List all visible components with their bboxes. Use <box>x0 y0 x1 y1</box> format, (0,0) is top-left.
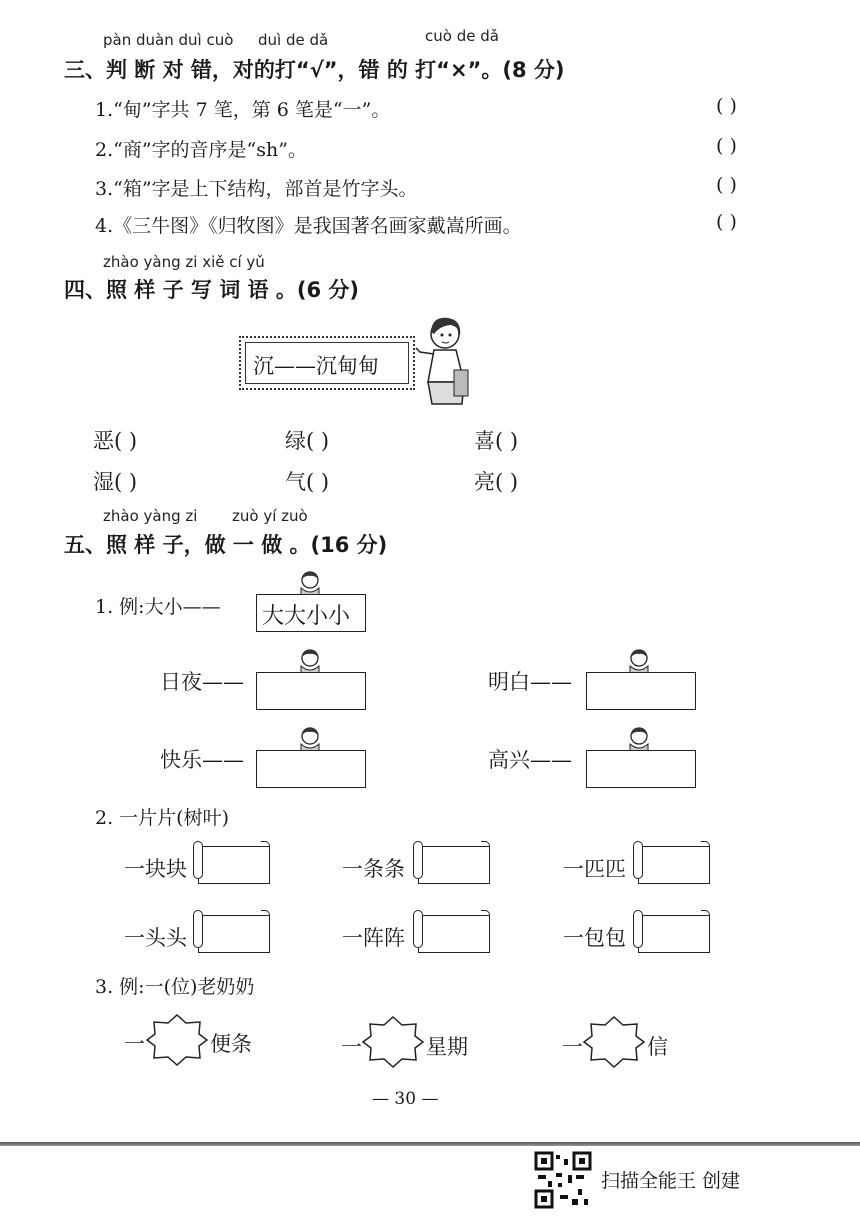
banner-answer-2[interactable] <box>586 672 696 710</box>
section3-item-1: 1.“甸”字共 7 笔，第 6 笔是“一”。 <box>95 99 391 121</box>
star-answer-box-3[interactable] <box>583 1016 645 1068</box>
q3-word-1: 便条 <box>210 1032 252 1056</box>
section5-title: 五、照 样 子，做 一 做 。(16 分) <box>64 533 388 557</box>
q2-word-2: 一条条 <box>342 857 405 881</box>
bottom-rule <box>0 1142 860 1146</box>
banner-example-text: 大大小小 <box>262 604 351 629</box>
section4-title: 四、照 样 子 写 词 语 。(6 分) <box>64 278 359 302</box>
banner-answer-1[interactable] <box>256 672 366 710</box>
banner-answer-3[interactable] <box>256 750 366 788</box>
word-blank-1[interactable]: 恶( ) <box>93 429 138 453</box>
q2-word-1: 一块块 <box>124 857 187 881</box>
scroll-answer-2[interactable] <box>418 846 490 884</box>
qr-code-icon <box>534 1151 592 1209</box>
scroll-answer-3[interactable] <box>638 846 710 884</box>
section3-item-4: 4.《三牛图》《归牧图》是我国著名画家戴嵩所画。 <box>95 215 522 237</box>
example-text: 沉——沉甸甸 <box>253 354 379 378</box>
star-answer-box-2[interactable] <box>362 1016 424 1068</box>
q3-word-3: 信 <box>647 1035 668 1059</box>
word-blank-3[interactable]: 喜( ) <box>474 429 519 453</box>
q1-word-1: 日夜—— <box>160 670 244 694</box>
example-frame <box>239 336 415 390</box>
q3-prefix-2: 一 <box>341 1035 362 1059</box>
q2-word-6: 一包包 <box>563 926 626 950</box>
section4-pinyin: zhào yàng zi xiě cí yǔ <box>103 253 265 271</box>
word-blank-4[interactable]: 湿( ) <box>93 470 138 494</box>
scroll-answer-6[interactable] <box>638 915 710 953</box>
q1-word-2: 明白—— <box>488 670 572 694</box>
q3-word-2: 星期 <box>426 1035 468 1059</box>
section5-pinyin-1: zhào yàng zi <box>103 507 198 525</box>
section3-pinyin-2: duì de dǎ <box>258 31 329 49</box>
q3-prefix-3: 一 <box>562 1035 583 1059</box>
banner-answer-4[interactable] <box>586 750 696 788</box>
q2-word-4: 一头头 <box>124 926 187 950</box>
scroll-answer-4[interactable] <box>198 915 270 953</box>
scroll-answer-5[interactable] <box>418 915 490 953</box>
q3-label: 3. 例:一(位)老奶奶 <box>95 976 255 998</box>
section3-pinyin-3: cuò de dǎ <box>425 27 499 45</box>
word-blank-5[interactable]: 气( ) <box>285 470 330 494</box>
answer-paren-1[interactable]: ( ) <box>716 95 737 117</box>
q1-word-3: 快乐—— <box>160 748 244 772</box>
section3-title: 三、判 断 对 错，对的打“√”，错 的 打“×”。(8 分) <box>64 58 565 82</box>
q3-prefix-1: 一 <box>124 1032 145 1056</box>
section3-item-3: 3.“箱”字是上下结构，部首是竹字头。 <box>95 178 418 200</box>
scroll-answer-1[interactable] <box>198 846 270 884</box>
q2-word-5: 一阵阵 <box>342 926 405 950</box>
girl-illustration-icon <box>412 312 472 412</box>
answer-paren-4[interactable]: ( ) <box>716 211 737 233</box>
section3-item-2: 2.“商”字的音序是“sh”。 <box>95 139 307 161</box>
word-blank-6[interactable]: 亮( ) <box>474 470 519 494</box>
answer-paren-3[interactable]: ( ) <box>716 174 737 196</box>
q2-label: 2. 一片片(树叶) <box>95 807 229 829</box>
q1-word-4: 高兴—— <box>488 748 572 772</box>
word-blank-2[interactable]: 绿( ) <box>285 429 330 453</box>
q2-word-3: 一匹匹 <box>563 857 626 881</box>
star-answer-box-1[interactable] <box>146 1014 208 1066</box>
answer-paren-2[interactable]: ( ) <box>716 135 737 157</box>
section3-pinyin-1: pàn duàn duì cuò <box>103 31 234 49</box>
q1-label: 1. 例:大小—— <box>95 596 221 618</box>
watermark-text: 扫描全能王 创建 <box>601 1170 741 1192</box>
page-number: — 30 — <box>372 1089 439 1109</box>
section5-pinyin-2: zuò yí zuò <box>232 507 308 525</box>
